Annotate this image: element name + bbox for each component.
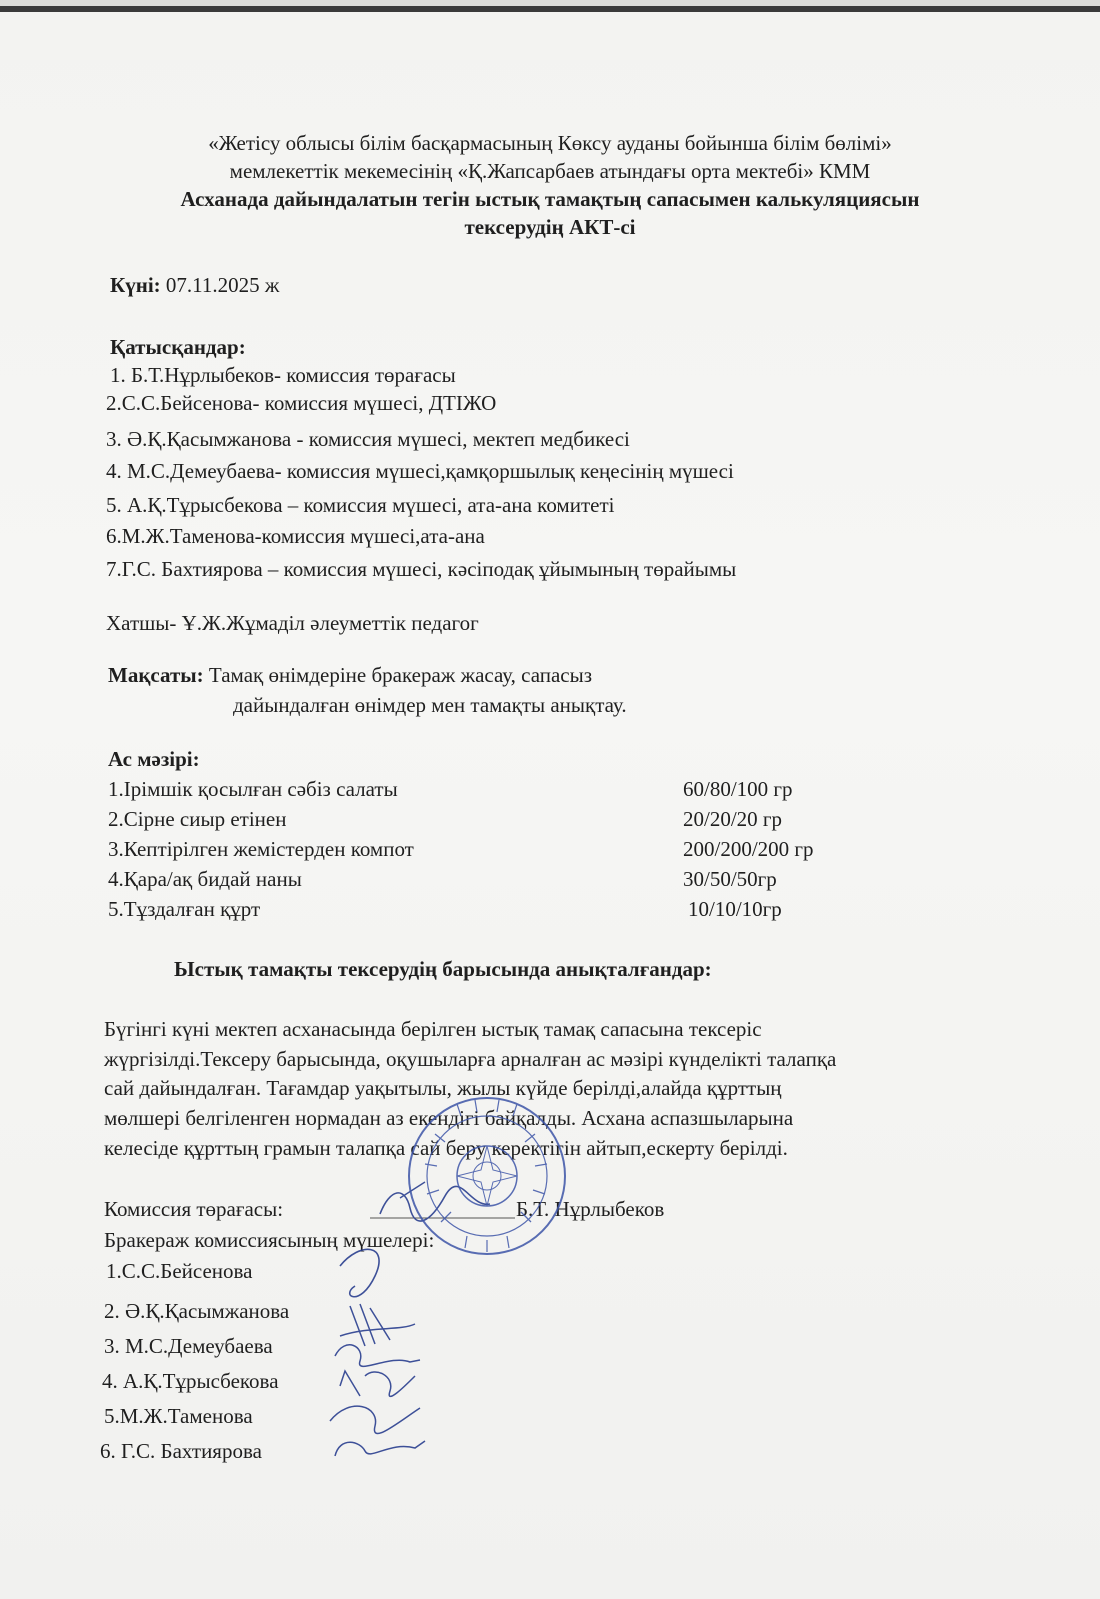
findings-line: жүргізілді.Тексеру барысында, оқушыларға арналған ас мәзірі күнделікті талапқа	[104, 1047, 837, 1071]
menu-item-name: 1.Ірімшік қосылған сәбіз салаты	[108, 777, 398, 801]
member-name: 2. Ә.Қ.Қасымжанова	[104, 1299, 290, 1323]
document-page	[0, 6, 1100, 1599]
purpose-line-2: дайындалған өнімдер мен тамақты анықтау.	[233, 693, 627, 717]
participants-heading: Қатысқандар:	[110, 335, 246, 359]
date-value: 07.11.2025 ж	[165, 273, 280, 297]
member-name: 3. М.С.Демеубаева	[104, 1334, 273, 1358]
member-name: 4. А.Қ.Тұрысбекова	[102, 1369, 279, 1393]
date-row	[110, 272, 279, 298]
participant-item: 3. Ә.Қ.Қасымжанова - комиссия мүшесі, мектеп медбикесі	[106, 427, 630, 451]
member-name: 5.М.Ж.Таменова	[104, 1404, 253, 1428]
header-line-1: «Жетісу облысы білім басқармасының Көксу ауданы бойынша білім бөлімі»	[208, 131, 892, 155]
members-label: Бракераж комиссиясының мүшелері:	[104, 1228, 435, 1252]
header-line-2: мемлекеттік мекемесінің «Қ.Жапсарбаев атындағы орта мектебі» КММ	[229, 159, 871, 183]
date-label: Күні:	[110, 273, 161, 297]
member-name: 6. Г.С. Бахтиярова	[100, 1439, 262, 1463]
menu-item-amount: 60/80/100 гр	[683, 777, 793, 801]
participant-item: 1. Б.Т.Нұрлыбеков- комиссия төрағасы	[110, 363, 456, 387]
findings-line: мөлшері белгіленген нормадан аз екендігі байқалды. Асхана аспазшыларына	[104, 1106, 794, 1130]
menu-item-name: 3.Кептірілген жемістерден компот	[108, 837, 414, 861]
member-signatures	[320, 1236, 440, 1476]
document-title-line-1: Асханада дайындалатын тегін ыстық тамақтың сапасымен калькуляциясын	[180, 187, 920, 211]
purpose-label: Мақсаты:	[108, 663, 204, 687]
menu-item-amount: 200/200/200 гр	[683, 837, 814, 861]
official-seal-icon	[405, 1094, 570, 1259]
menu-item-name: 4.Қара/ақ бидай наны	[108, 867, 302, 891]
findings-line: Бүгінгі күні мектеп асханасында берілген ыстық тамақ сапасына тексеріс	[104, 1017, 762, 1041]
participant-item: 4. М.С.Демеубаева- комиссия мүшесі,қамқоршылық кеңесінің мүшесі	[106, 459, 734, 483]
menu-item-amount: 10/10/10гр	[688, 897, 782, 921]
participant-item: 5. А.Қ.Тұрысбекова – комиссия мүшесі, ата-ана комитеті	[106, 493, 615, 517]
menu-heading: Ас мәзірі:	[108, 747, 200, 771]
participant-item: 2.С.С.Бейсенова- комиссия мүшесі, ДТІЖО	[106, 391, 497, 415]
menu-item-name: 5.Тұздалған құрт	[108, 897, 261, 921]
menu-item-amount: 20/20/20 гр	[683, 807, 783, 831]
purpose-line-1: Тамақ өнімдеріне бракераж жасау, сапасыз	[208, 663, 593, 687]
findings-heading: Ыстық тамақты тексерудің барысында анықталғандар:	[174, 957, 712, 981]
document-title-line-2: тексерудің АКТ-сі	[464, 215, 636, 239]
purpose-row	[108, 662, 592, 688]
participant-item: 6.М.Ж.Таменова-комиссия мүшесі,ата-ана	[106, 524, 485, 548]
menu-item-amount: 30/50/50гр	[683, 867, 777, 891]
secretary-line: Хатшы- Ұ.Ж.Жұмаділ әлеуметтік педагог	[106, 611, 479, 635]
chair-name: Б.Т. Нұрлыбеков	[516, 1197, 665, 1221]
findings-line: келесіде құрттың грамын талапқа сай беру керектігін айтып,ескерту берілді.	[104, 1136, 788, 1160]
chair-label: Комиссия төрағасы:	[104, 1197, 284, 1221]
page-edge	[0, 6, 1100, 12]
findings-line: сай дайындалған. Тағамдар уақытылы, жылы күйде берілді,алайда құрттың	[104, 1076, 782, 1100]
participant-item: 7.Г.С. Бахтиярова – комиссия мүшесі, кәсіподақ ұйымының төрайымы	[106, 557, 737, 581]
menu-item-name: 2.Сірне сиыр етінен	[108, 807, 287, 831]
member-name: 1.С.С.Бейсенова	[106, 1259, 253, 1283]
